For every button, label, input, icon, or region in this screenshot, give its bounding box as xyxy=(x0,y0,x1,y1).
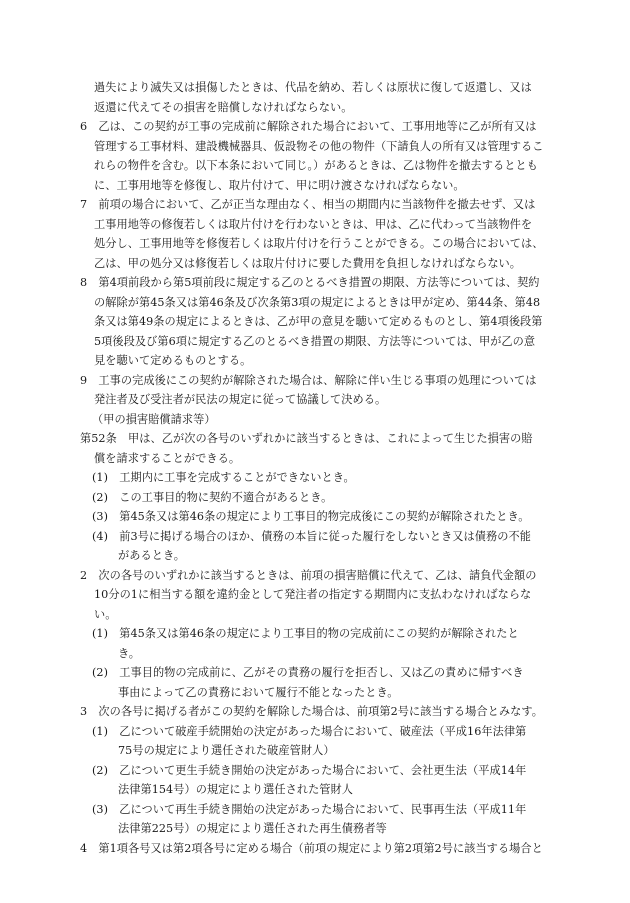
text-line: (3) 第45条又は第46条の規定により工事目的物完成後にこの契約が解除されたとき。 xyxy=(92,510,530,523)
text-line: があるとき。 xyxy=(118,549,185,562)
text-line: (2) 乙について更生手続き開始の決定があった場合において、会社更生法（平成14年 xyxy=(92,763,527,777)
text-line: 過失により滅失又は損傷したときは、代品を納め、若しくは原状に復して返還し、又は xyxy=(94,81,532,94)
text-line: 3 次の各号に掲げる者がこの契約を解除した場合は、前項第2号に該当する場合とみなす。 xyxy=(80,705,543,718)
text-line: 2 次の各号のいずれかに該当するときは、前項の損害賠償に代えて、乙は、請負代金額の xyxy=(80,568,537,582)
text-line: (1) 工期内に工事を完成することができないとき。 xyxy=(92,471,355,484)
text-line: (1) 乙について破産手続開始の決定があった場合において、破産法（平成16年法律第 xyxy=(92,724,527,738)
text-line: 条又は第49条の規定によるときは、乙が甲の意見を聴いて定めるものとし、第4項後段第 xyxy=(94,315,543,328)
text-line: 5項後段及び第6項に規定する乙のとるべき措置の期限、方法等については、甲が乙の意 xyxy=(94,334,536,348)
text-line: き。 xyxy=(118,646,141,660)
text-line: 6 乙は、この契約が工事の完成前に解除された場合において、工事用地等に乙が所有又は xyxy=(80,120,537,133)
text-line: い。 xyxy=(94,607,117,621)
text-line: 工事用地等の修復若しくは取片付けを行わないときは、甲は、乙に代わって当該物件を xyxy=(94,217,533,231)
text-line: 10分の1に相当する額を違約金として発注者の指定する期間内に支払わなければならな xyxy=(94,588,532,601)
text-line: 4 第1項各号又は第2項各号に定める場合（前項の規定により第2項第2号に該当する場合と xyxy=(80,841,543,855)
text-line: 9 工事の完成後にこの契約が解除された場合は、解除に伴い生じる事項の処理については xyxy=(80,373,537,387)
text-line: 8 第4項前段から第5項前段に規定する乙のとるべき措置の期限、方法等については、契約 xyxy=(80,276,540,289)
text-line: 法律第225号）の規定により選任された再生債務者等 xyxy=(118,822,387,835)
text-line: （甲の損害賠償請求等） xyxy=(92,412,216,426)
text-line: (4) 前3号に掲げる場合のほか、債務の本旨に従った履行をしないとき又は債務の不能 xyxy=(92,529,531,543)
text-line: 処分し、工事用地等を修復若しくは取片付けを行うことができる。この場合においては、 xyxy=(94,237,544,250)
text-line: 発注者及び受注者が民法の規定に従って協議して決める。 xyxy=(94,393,387,406)
text-line: 見を聴いて定めるものとする。 xyxy=(94,354,252,367)
text-line: (2) 工事目的物の完成前に、乙がその責務の履行を拒否し、又は乙の責めに帰すべき xyxy=(92,666,524,679)
text-line: 法律第154号）の規定により選任された管財人 xyxy=(118,783,354,796)
text-line: (1) 第45条又は第46条の規定により工事目的物の完成前にこの契約が解除されたと xyxy=(92,627,519,640)
text-line: に、工事用地等を修復し、取片付けて、甲に明け渡さなければならない。 xyxy=(94,178,465,192)
text-line: 乙は、甲の処分又は修復若しくは取片付けに要した費用を負担しなければならない。 xyxy=(94,256,522,270)
text-line: 償を請求することができる。 xyxy=(94,451,241,465)
text-line: (3) 乙について再生手続き開始の決定があった場合において、民事再生法（平成11年 xyxy=(92,802,527,816)
text-line: 第52条 甲は、乙が次の各号のいずれかに該当するときは、これによって生じた損害の賠 xyxy=(80,432,533,445)
text-line: 7 前項の場合において、乙が正当な理由なく、相当の期間内に当該物件を撤去せず、又は xyxy=(80,198,536,211)
text-line: 事由によって乙の責務において履行不能となったとき。 xyxy=(118,685,399,699)
text-line: 75号の規定により選任された破産管財人） xyxy=(118,744,335,757)
text-line: 返還に代えてその損害を賠償しなければならない。 xyxy=(94,100,353,114)
text-line: (2) この工事目的物に契約不適合があるとき。 xyxy=(92,490,333,504)
text-line: れらの物件を含む。以下本条において同じ。）があるときは、乙は物件を撤去するととも xyxy=(94,159,538,172)
text-line: の解除が第45条又は第46条及び次条第3項の規定によるときは甲が定め、第44条、第48 xyxy=(94,295,541,309)
text-line: 管理する工事材料、建設機械器具、仮設物その他の物件（下請負人の所有又は管理するこ xyxy=(94,139,544,153)
